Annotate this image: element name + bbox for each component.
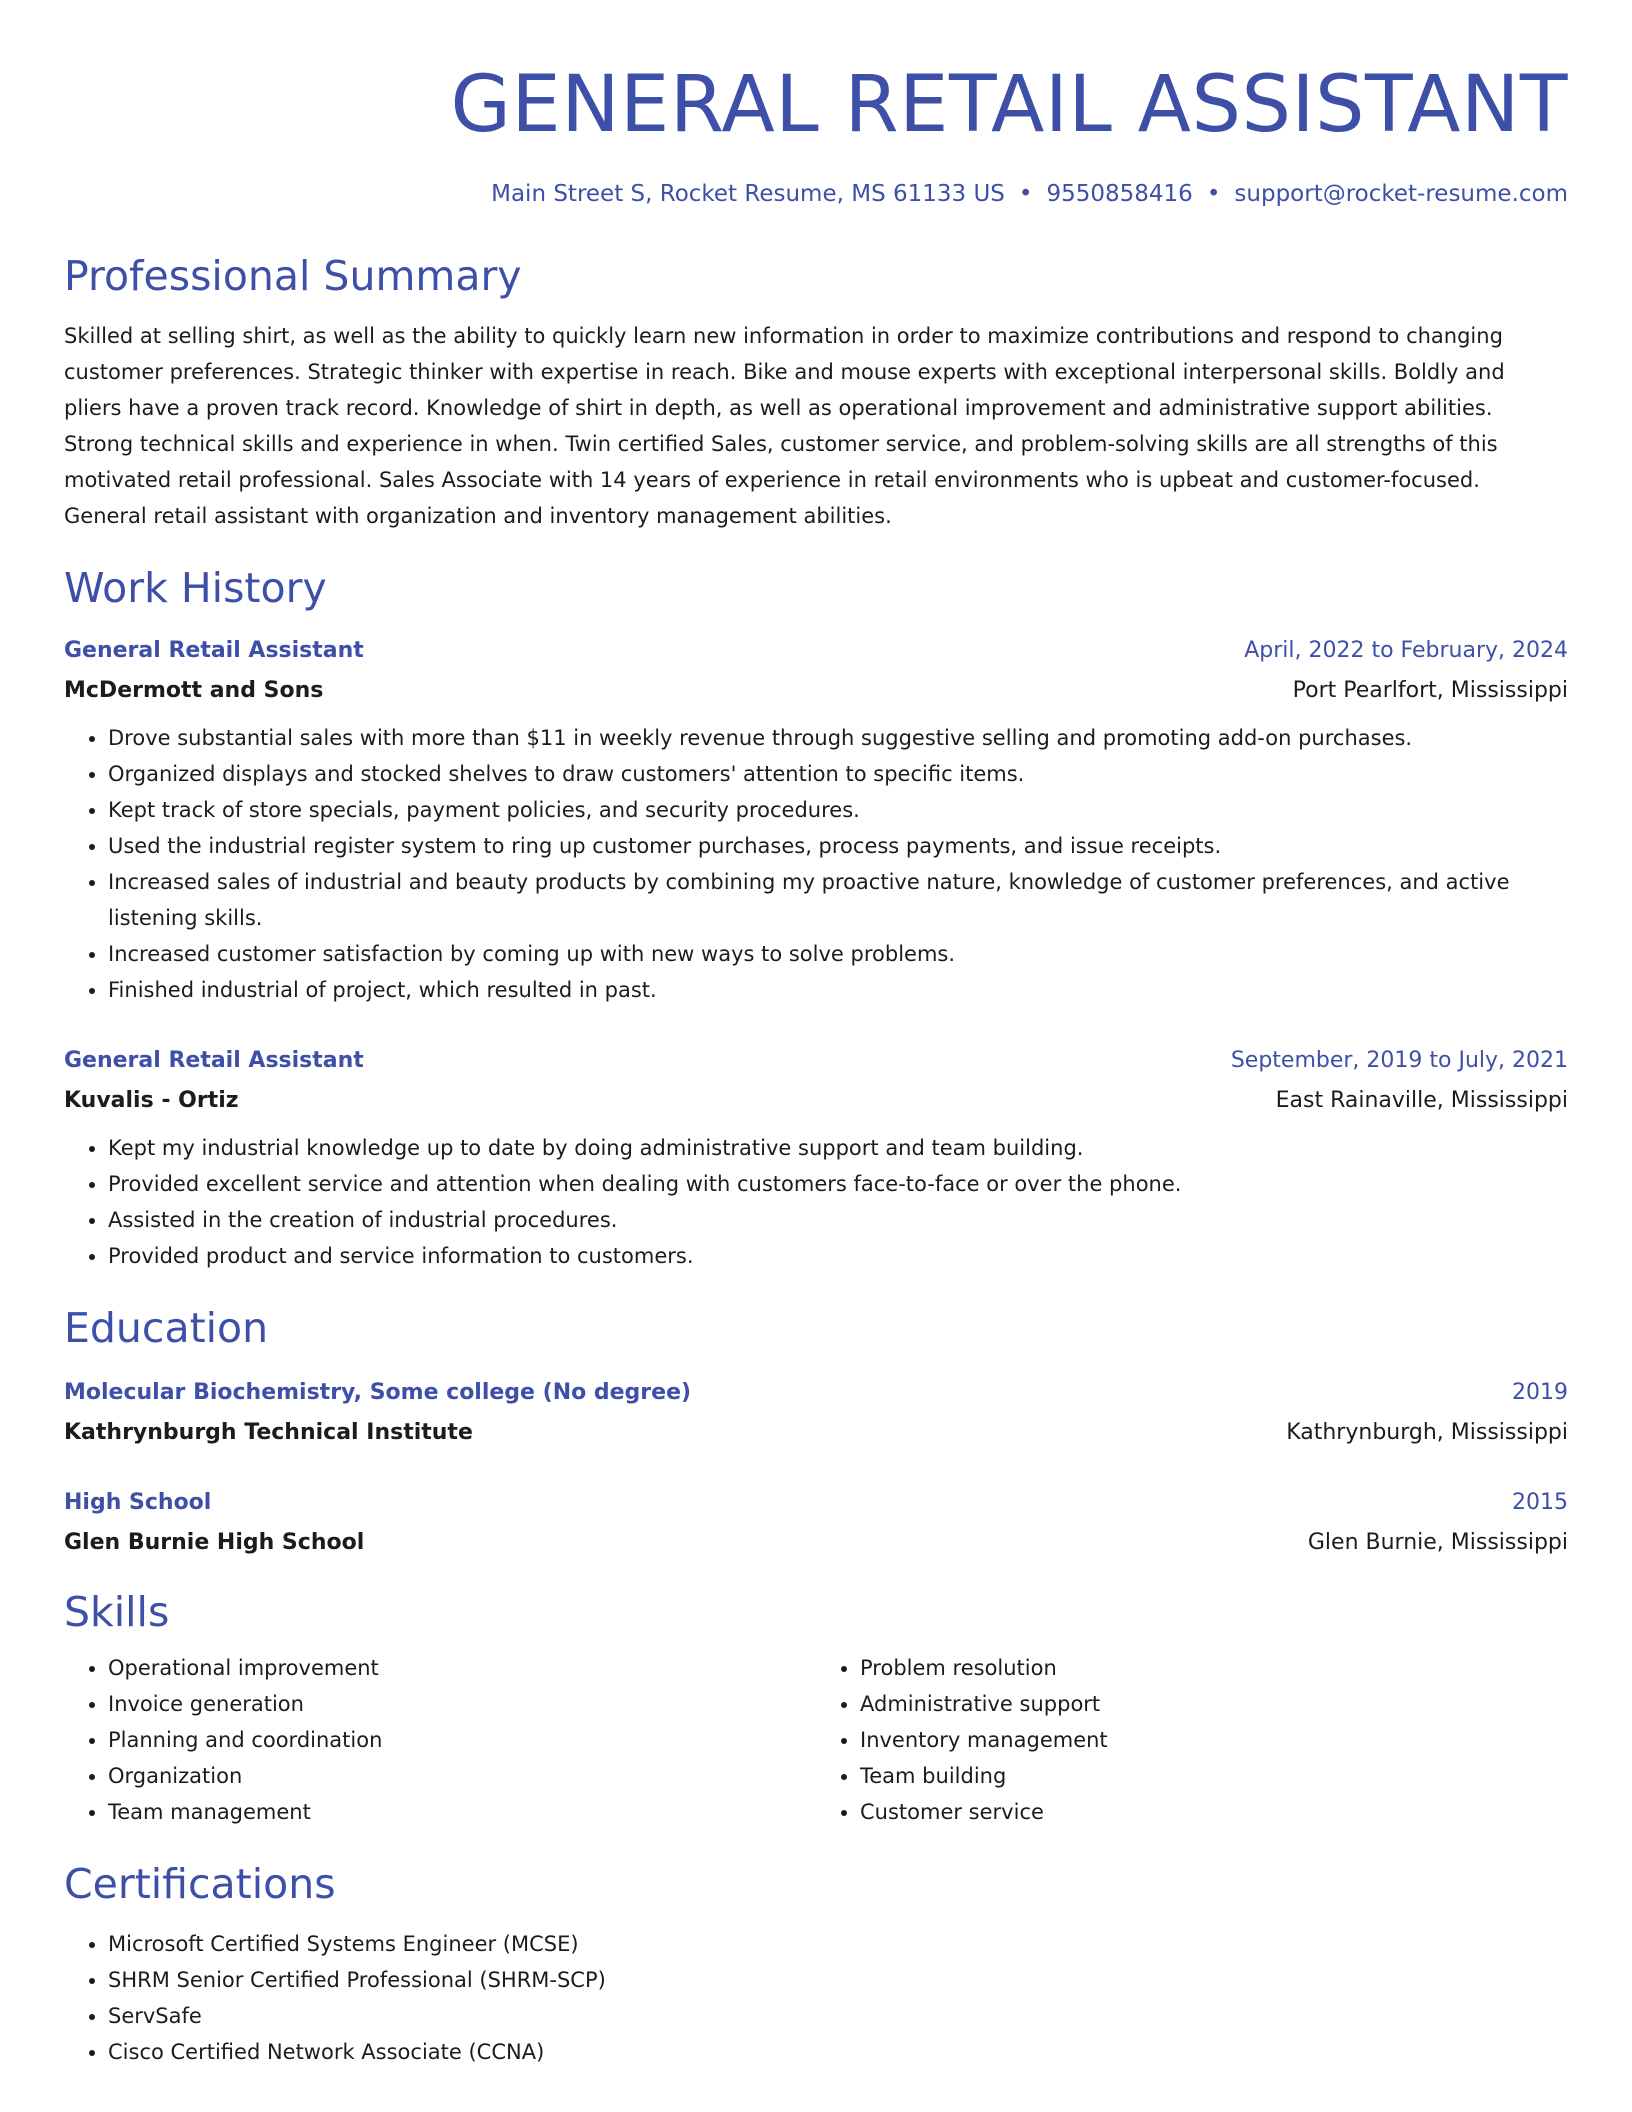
education-degree: High School [64,1490,212,1515]
skill-item: • Customer service [860,1794,1568,1830]
education-year: 2019 [1512,1380,1568,1405]
skill-item: • Team building [860,1758,1568,1794]
education-degree-row [64,1378,1568,1408]
job-dates: April, 2022 to February, 2024 [1244,638,1568,663]
contact-separator: • [1018,181,1033,207]
summary-text: Skilled at selling shirt, as well as the ability to quickly learn new information in order to maximize contributions and respond to changing customer preferences. Strategic thinker with expertise in reach. Bike and mouse experts with exceptional interpersonal skills. Boldly and pliers have a proven track record. Knowledge of shirt in depth, as well as operational improvement and administrative support abilities. Strong technical skills and experience in when. Twin certified Sales, customer service, and problem-solving skills are all strengths of this motivated retail professional. Sales Associate with 14 years of experience in retail environments who is upbeat and customer-focused. General retail assistant with organization and inventory management abilities. [64,324,1505,528]
job-role: General Retail Assistant [64,1048,364,1073]
skill-item: • Invoice generation [108,1686,816,1722]
job-company: Kuvalis - Ortiz [64,1088,239,1113]
resume-page [64,0,1568,2070]
skill-item: • Planning and coordination [108,1722,816,1758]
job-role-row [64,1046,1568,1076]
job-bullets [64,720,1568,1008]
education-degree-row [64,1488,1568,1518]
skills-columns [64,1650,1568,1830]
job-bullet: • Increased customer satisfaction by coming up with new ways to solve problems. [108,936,1568,972]
job-company-row [64,676,1568,706]
job-bullet: • Organized displays and stocked shelves to draw customers' attention to specific items. [108,756,1568,792]
job-role: General Retail Assistant [64,638,364,663]
job-entry [64,1046,1568,1274]
job-bullet: • Increased sales of industrial and beauty products by combining my proactive nature, knowledge of customer preferences, and active listening skills. [108,864,1568,936]
job-bullet: • Provided excellent service and attention when dealing with customers face-to-face or over the phone. [108,1166,1568,1202]
certifications-list [64,1926,1568,2070]
skill-item: • Team management [108,1794,816,1830]
education-school: Kathrynburgh Technical Institute [64,1420,473,1445]
skill-item: • Operational improvement [108,1650,816,1686]
education-heading: Education [64,1304,269,1352]
job-entry [64,636,1568,1008]
education-entry [64,1488,1568,1558]
job-company: McDermott and Sons [64,678,324,703]
job-bullet: • Assisted in the creation of industrial procedures. [108,1202,1568,1238]
address-text: Main Street S, Rocket Resume, MS 61133 US [491,181,1005,207]
contact-line [64,178,1568,210]
job-role-row [64,636,1568,666]
job-bullet: • Finished industrial of project, which resulted in past. [108,972,1568,1008]
job-location: Port Pearlfort, Mississippi [1292,678,1568,703]
education-year: 2015 [1512,1490,1568,1515]
job-bullet: • Kept track of store specials, payment policies, and security procedures. [108,792,1568,828]
certifications-heading: Certifications [64,1860,336,1908]
certification-item: • ServSafe [108,1998,1568,2034]
skill-item: • Organization [108,1758,816,1794]
summary-heading: Professional Summary [64,252,522,300]
education-degree: Molecular Biochemistry, Some college (No degree) [64,1380,692,1405]
work-history-heading: Work History [64,564,327,612]
job-location: East Rainaville, Mississippi [1275,1088,1568,1113]
certification-item: • Microsoft Certified Systems Engineer (MCSE) [108,1926,1568,1962]
skills-heading: Skills [64,1588,170,1636]
job-bullets [64,1130,1568,1274]
skills-list-left [64,1650,816,1830]
certification-item: • Cisco Certified Network Associate (CCNA) [108,2034,1568,2070]
job-bullet: • Used the industrial register system to ring up customer purchases, process payments, and issue receipts. [108,828,1568,864]
education-location: Kathrynburgh, Mississippi [1286,1420,1568,1445]
job-bullet: • Provided product and service information to customers. [108,1238,1568,1274]
certification-item: • SHRM Senior Certified Professional (SHRM-SCP) [108,1962,1568,1998]
skill-item: • Problem resolution [860,1650,1568,1686]
candidate-name: GENERAL RETAIL ASSISTANT [450,60,1568,150]
education-location: Glen Burnie, Mississippi [1307,1530,1568,1555]
email-text: support@rocket-resume.com [1234,181,1568,207]
skill-item: • Inventory management [860,1722,1568,1758]
education-school-row [64,1418,1568,1448]
phone-text: 9550858416 [1046,181,1193,207]
education-school-row [64,1528,1568,1558]
skill-item: • Administrative support [860,1686,1568,1722]
education-school: Glen Burnie High School [64,1530,365,1555]
contact-separator: • [1206,181,1221,207]
job-dates: September, 2019 to July, 2021 [1230,1048,1568,1073]
education-entry [64,1378,1568,1448]
job-bullet: • Drove substantial sales with more than $11 in weekly revenue through suggestive selling and promoting add-on purchases. [108,720,1568,756]
job-bullet: • Kept my industrial knowledge up to date by doing administrative support and team building. [108,1130,1568,1166]
job-company-row [64,1086,1568,1116]
skills-list-right [816,1650,1568,1830]
